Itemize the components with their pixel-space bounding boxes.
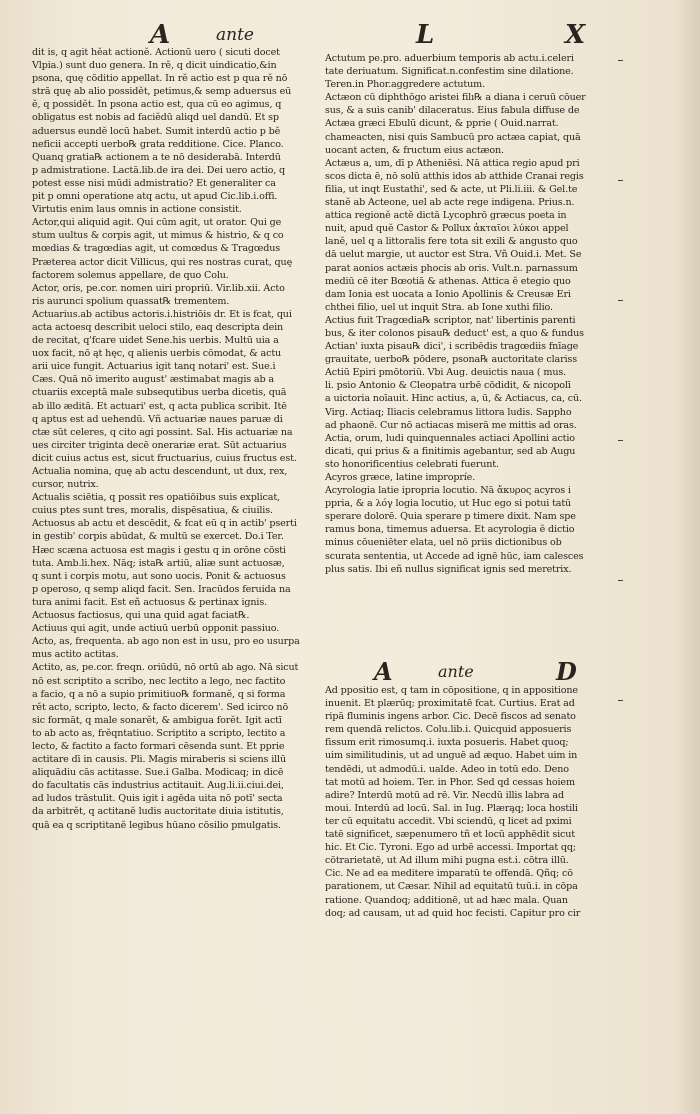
text-line: q aptus est ad uehendū. Vñ actuariæ naues paruæ di — [32, 413, 283, 425]
text-line: Ad ppositio est, q tam in cōpositione, q in appositione — [325, 685, 578, 696]
text-line: Actæus a, um, dī p Atheniēsi. Nā attica regio apud pri — [325, 157, 580, 169]
text-line: rĕt acto, scripto, lecto, & facto dicerem'. Sed icirco nō — [32, 701, 289, 713]
text-line: acta actoesq describit ueloci stilo, eaq descripta dein — [32, 321, 284, 333]
text-line: de recitat, q'fcare uidet Sene.his uerbis. Multū uia a — [32, 335, 279, 347]
text-line: tat motū ad hoiem. Ter. in Phor. Sed qd cessas hoiem — [325, 776, 575, 788]
text-line: tate deriuatum. Significat.n.confestim sine dilatione. — [325, 66, 574, 78]
text-line: Actualia nomina, quę ab actu descendunt, ut dux, rex, — [32, 466, 288, 477]
text-line: ripā fluminis ingens arbor. Cic. Decē fiscos ad senato — [325, 711, 576, 723]
text-line: chameacten, nisi quis Sambucū pro actæa capiat, quā — [325, 131, 581, 143]
text-line: Actæa græci Ebulū dicunt, & pprie ( Ouid.narrat. — [325, 118, 559, 130]
text-line: nō est scriptito a scribo, nec lectito a lego, nec factito — [32, 675, 286, 687]
text-line: Actor, oris, pe.cor. nomen uiri propriū. Vir.lib.xii. Acto — [32, 282, 285, 294]
text-line: Actor,qui aliquid agit. Qui cūm agit, ut orator. Qui ge — [32, 217, 282, 229]
text-line: psona, quę cōditio appellat. In rĕ actio est p qua rĕ nō — [32, 73, 288, 85]
text-line: minus cōueniēter elata, uel nō priis dictionibus ob — [325, 537, 562, 549]
text-line: actitare dī in causis. Pli. Magis miraberis si sciens illū — [32, 754, 286, 766]
text-line: stanĕ ab Acteone, uel ab acte rege indigena. Prius.n. — [325, 197, 575, 209]
text-line: ctæ sūt celeres, q cito agi possint. Sal. His actuariæ na — [32, 426, 293, 438]
text-line: ris aurunci spolium quassat℞ trementem. — [32, 295, 230, 307]
text-line: sic formāt, q male sonarĕt, & ambigua forĕt. Igit actī — [32, 714, 282, 726]
text-line: parat aonios actæis phocis ab oris. Vult.n. parnassum — [325, 262, 578, 274]
header-letter-mid: L — [416, 20, 435, 50]
text-line: a facio, q a nō a supio primitiuo℞ formanĕ, q si forma — [32, 688, 286, 700]
text-line: Actuarius.ab actibus actoris.i.histriōis dr. Et is fcat, qui — [32, 308, 292, 320]
text-line: uox facit, nō ąt hęc, q alienis uerbis cōmodat, & actu — [32, 348, 282, 360]
text-line: potest esse nisi mūdi admistratio? Et generaliter ca — [32, 177, 276, 189]
text-line: in gestib' corpis abūdat, & multū se exercet. Do.i Ter. — [32, 531, 284, 543]
text-line: Teren.in Phor.aggredere actutum. — [325, 79, 486, 91]
text-line: cōtrarietatē, ut Ad illum mihi pugna est.i. cōtra illū. — [325, 855, 569, 867]
text-line: chthei filio, uel ut inquit Stra. ab Ione xuthi filio. — [325, 301, 553, 313]
text-line: scurata sententia, ut Accede ad ignē hūc, iam calesces — [325, 550, 584, 562]
text-line: Virg. Actiaq; Iliacis celebramus littora ludis. Sappho — [325, 406, 572, 418]
text-line: mediū cē iter Bœotiā & athenas. Attica ĕ etegio quo — [325, 275, 571, 287]
text-line: Actius fuit Tragœdia℞ scriptor, nat' libertinis parenti — [325, 314, 576, 326]
text-line: Actuosus factiosus, qui una quid agat faciat℞. — [32, 610, 250, 622]
text-line: Actualis sciētia, q possit res opatiōibus suis explicat, — [32, 492, 280, 504]
text-line: uocant acten, & fructum eius actæon. — [325, 144, 504, 156]
text-line: Præterea actor dicit Villicus, qui res nostras curat, quę — [32, 256, 293, 268]
text-line: quā ea q scriptitanĕ legibus hūano cōsilio pmulgatis. — [32, 819, 281, 831]
text-line: mus actito actitas. — [32, 649, 119, 661]
text-line: Actito, as, pe.cor. freqn. oriūdū, nō ortū ab ago. Nā sicut — [32, 662, 299, 674]
left-column — [32, 46, 322, 832]
header-letter-left: A — [150, 20, 171, 50]
text-line: moui. Interdū ad locū. Sal. in Iug. Plærąq; loca hostili — [325, 802, 578, 814]
header-word: ante — [216, 25, 254, 45]
text-line: ppria, & a λόγ logia locutio, ut Huc ego si potui tatū — [325, 498, 572, 510]
text-line: hic. Et Cic. Tyroni. Ego ad urbē accessi. Importat qq; — [325, 842, 576, 854]
text-line: inuenit. Et plærūq; proximitatē fcat. Curtius. Erat ad — [325, 698, 575, 710]
text-line: tura animi facit. Est eñ actuosus & pertinax ignis. — [32, 596, 268, 608]
text-line: plus satis. Ibi eñ nullus significat ignis sed meretrix. — [325, 563, 572, 575]
text-line: ctuariis exceptā male subsequtibus uerba dicetis, quā — [32, 387, 287, 399]
text-line: bus, & iter colonos pisau℞ deduct' est, a quo & fundus — [325, 327, 584, 339]
text-line: scos dicta ē, nō solū atthis idos ab atthide Cranai regis — [325, 170, 584, 182]
text-line: Quanq gratia℞ actionem a te nō desiderabā. Interdū — [32, 151, 281, 163]
page-edge-shadow — [674, 0, 700, 1114]
text-line: dicati, qui prius & a finitimis agebantur, sed ab Augu — [325, 445, 576, 457]
text-line: aduersus eundĕ locū habet. Sumit interdū actio p bĕ — [32, 125, 281, 137]
text-line: Virtutis enim laus omnis in actione consistit. — [32, 204, 242, 216]
text-line: dicit cuius actus est, sicut fructuarius, cuius fructus est. — [32, 452, 297, 464]
text-line: aliquādiu cās actitasse. Sue.i Galba. Modicaq; in dicē — [32, 767, 284, 779]
text-line: mœdias & tragœdias agit, ut comœdus & Tragœdus — [32, 243, 281, 255]
text-line: neficii accepti uerbo℞ grata redditione. Cice. Planco. — [32, 138, 284, 150]
text-line: ratione. Quandoq; additionē, ut ad hæc mala. Quan — [325, 894, 568, 906]
text-line: uim similitudinis, ut ad unguē ad æquo. Habet uim in — [325, 750, 578, 762]
text-line: Acyros græce, latine impropríe. — [325, 472, 476, 483]
text-line: tuta. Amb.li.hex. Nāq; ista℞ artiū, aliæ sunt actuosæ, — [32, 557, 285, 569]
text-line: cuius ptes sunt tres, moralis, dispēsatiua, & ciuilis. — [32, 505, 273, 517]
text-line: ad phaonē. Cur nō actiacas miserā me mittis ad oras. — [325, 419, 577, 431]
text-line: attica regionĕ actĕ dictā Lycophrō græcus poeta in — [325, 210, 567, 222]
text-line: dā uelut margie, ut auctor est Stra. Vñ Ouid.i. Met. Se — [325, 249, 582, 261]
text-line: Acto, as, frequenta. ab ago non est in usu, pro eo usurpa — [32, 636, 300, 648]
text-line: Actiū Epiri pmōtoriū. Vbi Aug. deuictis naua ( mus. — [325, 367, 567, 379]
text-line: ad ludos trāstulit. Quis igit i agēda uita nō potī' secta — [32, 793, 283, 805]
subheader-word: ante — [438, 662, 474, 681]
text-line: q sunt i corpis motu, aut sono uocis. Ponit & actuosus — [32, 570, 286, 582]
text-line: Cic. Ne ad ea meditere imparatū te offendā. Qñq; cō — [325, 868, 573, 880]
text-line: tatē significet, sæpenumero tñ et locū apphēdit sicut — [325, 829, 575, 841]
text-line: Actuosus ab actu et descēdit, & fcat eū q in actib' pserti — [32, 518, 297, 530]
right-column — [325, 52, 615, 576]
right-column-lower — [325, 684, 615, 920]
text-line: pit p omni operatione atq actu, ut apud Cic.lib.i.offi. — [32, 191, 278, 203]
text-line: Acyrologia latie ipropria locutio. Nā ἄκυρος acyros i — [325, 485, 571, 497]
text-line: strā quę ab alio possidĕt, petimus,& semp aduersus eū — [32, 86, 292, 98]
margin-marks — [618, 60, 624, 700]
text-line: Actiuus qui agit, unde actiuū uerbū opponit passiuo. — [32, 623, 280, 635]
text-line: adire? Interdū motū ad rē. Vir. Necdū illis labra ad — [325, 789, 564, 801]
text-line: lanĕ, uel q a littoralis fere tota sit exili & angusto quo — [325, 236, 578, 248]
text-line: stum uultus & corpis agit, ut mimus & histrio, & q co — [32, 230, 284, 242]
text-line: parationem, ut Cæsar. Nihil ad equitatū tuū.i. in cōpa — [325, 881, 578, 893]
text-line: factorem solemus appellare, de quo Colu. — [32, 269, 229, 281]
text-line: Actutum pe.pro. aduerbium temporis ab actu.i.celeri — [325, 53, 574, 64]
text-line: Actia, orum, ludi quinquennales actiaci Apollini actio — [325, 432, 575, 444]
text-line: p admistratione. Lactā.lib.de ira dei. Dei uero actio, q — [32, 164, 286, 176]
text-line: Cæs. Quā nō imerito august' æstimabat magis ab a — [32, 374, 274, 386]
text-line: ues circiter triginta decē onerariæ erat. Sūt actuarius — [32, 439, 287, 451]
text-line: sus, & a suis canib' dilaceratus. Eius fabula diffuse de — [325, 105, 580, 117]
text-line: dit is, q agit hĕat actionĕ. Actionū uero ( sicuti docet — [32, 47, 280, 58]
text-line: Actian' iuxta pisau℞ dici', i scribēdis tragœdiis fnīage — [325, 341, 579, 353]
text-line: Vlpia.) sunt duo genera. In rĕ, q dicit uindicatio,&in — [32, 60, 277, 72]
text-line: Hæc scæna actuosa est magis i gestu q in orōne cōsti — [32, 544, 286, 556]
text-line: a uictoria noīauit. Hinc actius, a, ū, & Actiacus, ca, cū. — [325, 393, 582, 405]
text-line: p operoso, q semp aliqd facit. Sen. Iracūdos feruida na — [32, 583, 291, 595]
text-line: sto honorificentius celebrati fuerunt. — [325, 458, 499, 470]
text-line: ter cū equitatu accedit. Vbi sciendū, q licet ad pximi — [325, 815, 572, 827]
text-line: lecto, & factito a facto formari cēsenda sunt. Et pprie — [32, 740, 285, 752]
text-line: filia, ut inqt Eustathi', sed & acte, ut Pli.li.iii. & Gel.te — [325, 183, 578, 195]
header-letter-right: X — [565, 20, 586, 50]
text-line: fissum erit rimosumq.i. iuxta posueris. Habet quoq; — [325, 737, 569, 749]
text-line: nuit, apud quĕ Castor & Pollux ἀκταῖοι λύκοι appel — [325, 223, 569, 235]
text-line: arii uice fungit. Actuarius igit tanq notari' est. Sue.i — [32, 361, 276, 373]
text-line: rem quendā relictos. Colu.lib.i. Quicquid apposueris — [325, 724, 572, 736]
text-line: grauitate, uerbo℞ pōdere, psona℞ auctoritate clariss — [325, 354, 577, 366]
text-line: cursor, nutrix. — [32, 479, 99, 491]
subheader-letter-right: D — [556, 657, 577, 686]
text-line: tendēdi, ut admodū.i. ualde. Adeo in totū edo. Deno — [325, 763, 569, 775]
text-line: ab illo æditā. Et actuari' est, q acta publica scribit. Itē — [32, 400, 287, 412]
text-line: sperare dolorē. Quia sperare p timere dixit. Nam spe — [325, 511, 576, 523]
text-line: obligatus est nobis ad faciĕdū aliqd uel dandū. Et sp — [32, 112, 279, 124]
text-line: ĕ, q possidĕt. In psona actio est, qua cū eo agimus, q — [32, 99, 282, 111]
text-line: doq; ad causam, ut ad quid hoc fecisti. Capitur pro cir — [325, 907, 581, 919]
text-line: Actæon cū diphthōgo aristei filı℞ a diana i ceruū cōuer — [325, 92, 586, 104]
text-line: dam Ionia est uocata a Ionio Apollinis & Creusæ Eri — [325, 288, 571, 300]
text-line: to ab acto as, frĕqntatiuo. Scriptito a scripto, lectito a — [32, 727, 286, 739]
subheader-letter-left: A — [374, 657, 393, 686]
text-line: li. psio Antonio & Cleopatra urbē cōdidit, & nicopolī — [325, 380, 571, 392]
text-line: da arbitrĕt, q actitanĕ ludis auctoritate diuia istitutis, — [32, 806, 284, 818]
text-line: ramus bona, timemus aduersa. Et acyrologia ĕ dictio — [325, 524, 575, 536]
text-line: do facultatis cās industrius actitauit. Aug.li.ii.ciui.dei, — [32, 780, 284, 792]
